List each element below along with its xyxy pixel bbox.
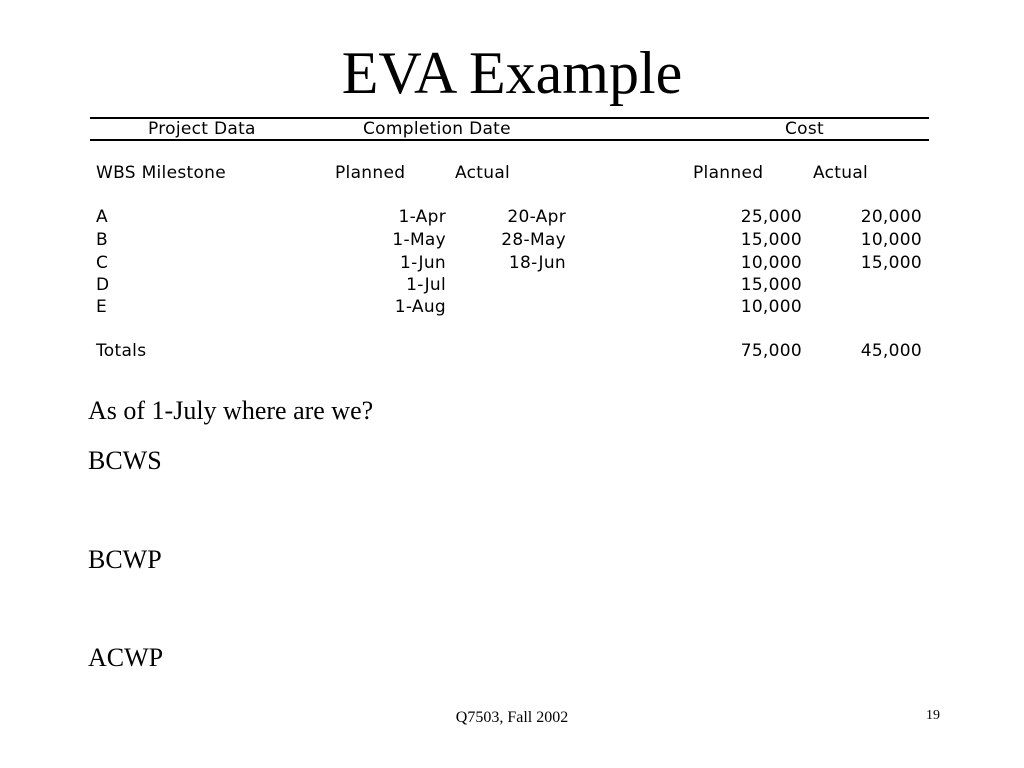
column-header-wbs-milestone: WBS Milestone [96, 163, 226, 183]
table-cell-actual-date: 20-Apr [507, 207, 566, 227]
column-header-planned-cost: Planned [693, 163, 764, 183]
table-cell-planned-cost: 10,000 [740, 297, 802, 317]
group-header-project-data: Project Data [148, 119, 256, 139]
group-header-completion-date: Completion Date [363, 119, 511, 139]
body-bcwp: BCWP [88, 545, 162, 574]
table-cell-planned-cost: 10,000 [740, 253, 802, 273]
table-cell-milestone: C [96, 253, 109, 273]
table-cell-planned-cost: 15,000 [740, 275, 802, 295]
eva-data-table [90, 116, 930, 370]
table-cell-milestone: D [96, 275, 110, 295]
table-cell-actual-date: 28-May [501, 230, 566, 250]
column-header-actual-cost: Actual [813, 163, 869, 183]
table-cell-milestone: B [96, 230, 108, 250]
column-header-planned-date: Planned [335, 163, 406, 183]
footer-course: Q7503, Fall 2002 [455, 709, 569, 726]
table-cell-actual-cost: 10,000 [860, 230, 922, 250]
table-cell-actual-cost: 20,000 [860, 207, 922, 227]
table-header-rule [90, 139, 929, 141]
table-cell-milestone: E [96, 297, 108, 317]
table-cell-planned-date: 1-May [392, 230, 446, 250]
table-cell-planned-cost: 25,000 [740, 207, 802, 227]
table-cell-planned-date: 1-Apr [398, 207, 446, 227]
column-header-actual-date: Actual [455, 163, 511, 183]
table-cell-planned-date: 1-Jul [406, 275, 446, 295]
group-header-cost: Cost [785, 119, 824, 139]
table-cell-milestone: A [96, 207, 108, 227]
slide-title: EVA Example [341, 40, 683, 106]
body-question: As of 1-July where are we? [88, 396, 374, 425]
totals-label: Totals [96, 341, 147, 361]
totals-planned-cost: 75,000 [740, 341, 802, 361]
page-number: 19 [926, 708, 940, 723]
table-cell-actual-cost: 15,000 [860, 253, 922, 273]
table-cell-actual-date: 18-Jun [508, 253, 566, 273]
totals-actual-cost: 45,000 [860, 341, 922, 361]
body-acwp: ACWP [88, 643, 164, 672]
table-cell-planned-date: 1-Aug [394, 297, 446, 317]
table-cell-planned-date: 1-Jun [400, 253, 446, 273]
table-cell-planned-cost: 15,000 [740, 230, 802, 250]
body-bcws: BCWS [88, 446, 162, 475]
